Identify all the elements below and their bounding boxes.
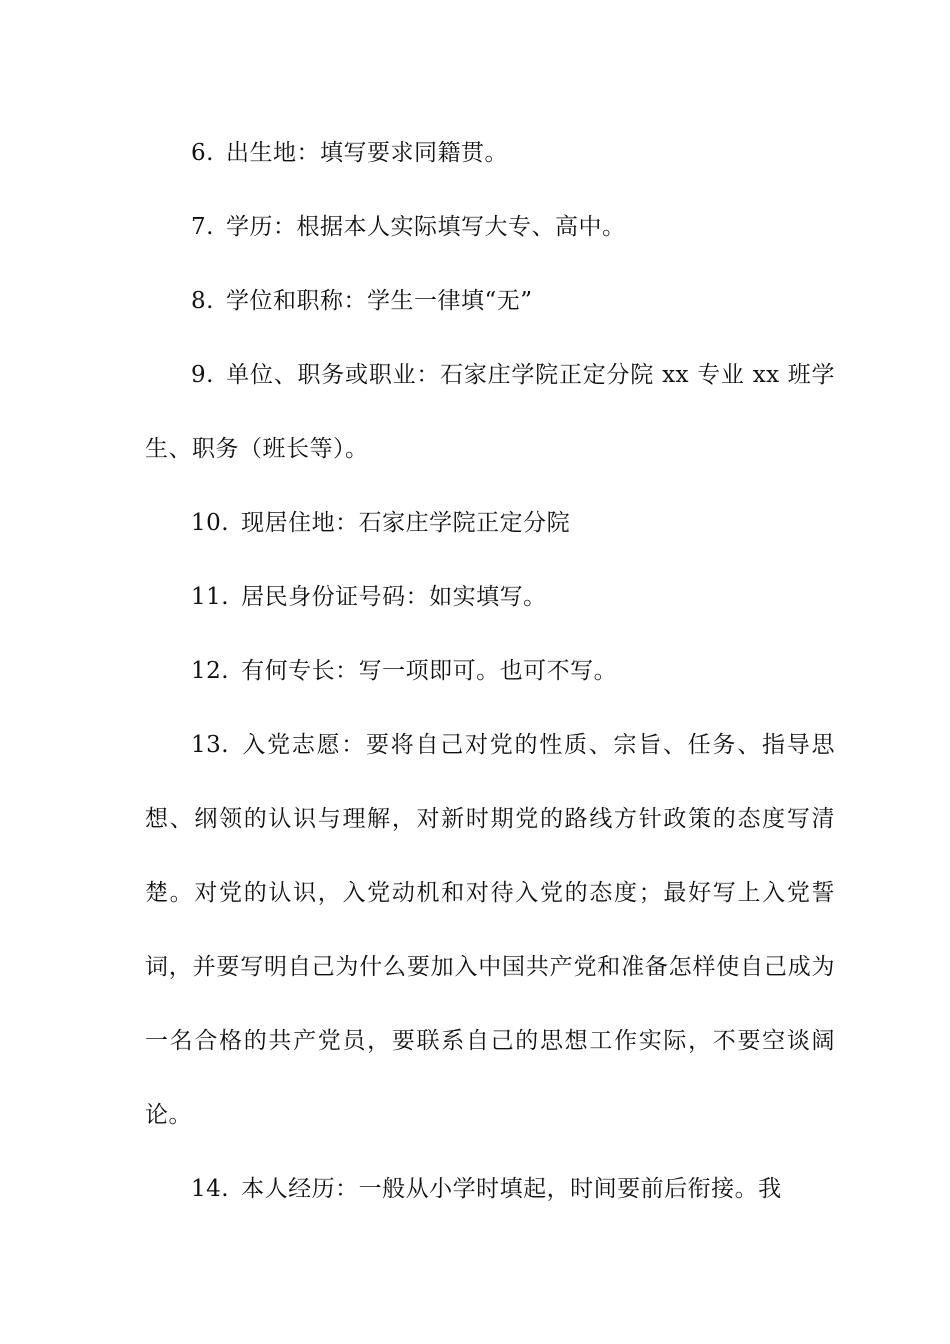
paragraph-7	[145, 190, 835, 264]
item-number: 10.	[191, 510, 230, 536]
item-number: 6.	[191, 140, 214, 166]
paragraph-text: 出生地：填写要求同籍贯。	[225, 140, 508, 166]
paragraph-8	[145, 264, 835, 338]
paragraph-10	[145, 486, 835, 560]
paragraph-text: 有何专长：写一项即可。也可不写。	[241, 658, 618, 684]
paragraph-text: 居民身份证号码：如实填写。	[241, 584, 547, 610]
paragraph-text: 单位、职务或职业：石家庄学院正定分院 xx 专业 xx 班学生、职务（班长等）。	[145, 362, 835, 462]
item-number: 13.	[191, 732, 230, 758]
paragraph-12	[145, 634, 835, 708]
paragraph-text: 现居住地：石家庄学院正定分院	[241, 510, 571, 536]
paragraph-text: 入党志愿：要将自己对党的性质、宗旨、任务、指导思想、纲领的认识与理解，对新时期党的路线方针政策的态度写清楚。对党的认识，入党动机和对待入党的态度；最好写上入党誓词，并要写明自己为什么要加入中国共产党和准备怎样使自己成为一名合格的共产党员，要联系自己的思想工作实际，不要空谈阔论。	[145, 732, 835, 1128]
item-number: 14.	[191, 1176, 230, 1202]
paragraph-13	[145, 708, 835, 1152]
item-number: 9.	[191, 362, 214, 388]
paragraph-text: 学位和职称：学生一律填“无”	[225, 288, 533, 314]
item-number: 8.	[191, 288, 214, 314]
paragraph-6	[145, 116, 835, 190]
paragraph-11	[145, 560, 835, 634]
paragraph-text: 本人经历：一般从小学时填起，时间要前后衔接。我	[241, 1176, 782, 1202]
paragraph-9	[145, 338, 835, 486]
item-number: 7.	[191, 214, 214, 240]
paragraph-text: 学历：根据本人实际填写大专、高中。	[225, 214, 626, 240]
paragraph-14	[145, 1152, 835, 1226]
document-body	[145, 116, 835, 1226]
item-number: 12.	[191, 658, 230, 684]
item-number: 11.	[191, 584, 230, 610]
